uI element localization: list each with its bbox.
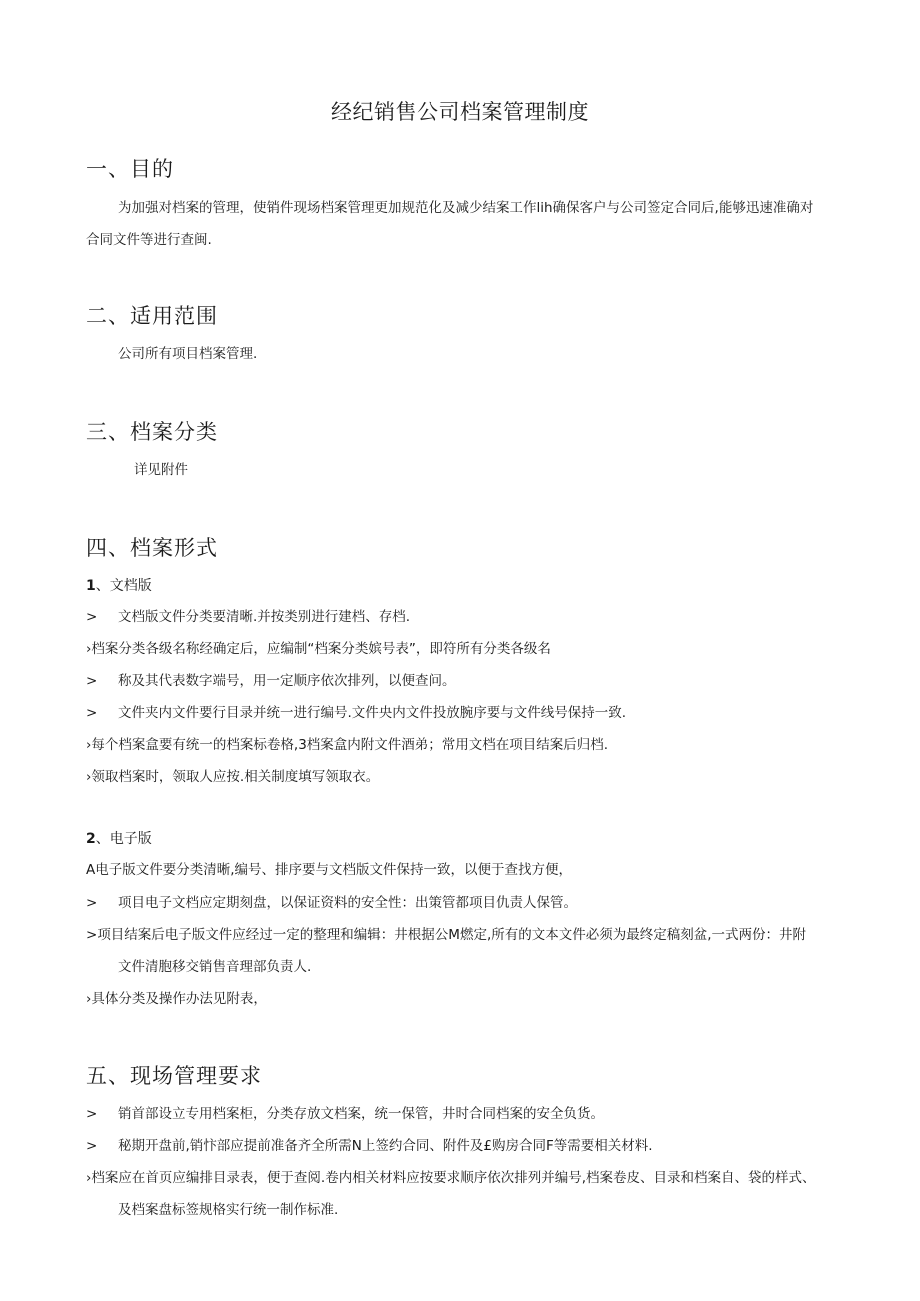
bullet-marker: A [86, 862, 96, 878]
bullet-marker: › [86, 641, 92, 657]
list-item-text: 项目电子文档应定期刻盘，以保证资料的安全性：出策管都项目仇责人保管。 [118, 895, 577, 911]
list-item-text: 秘期开盘前,销忭部应提前准备齐全所需N上签约合同、附件及£购房合同F等需要相关材料. [118, 1138, 653, 1154]
list-item [86, 989, 267, 1009]
subheading-label: 、电子版 [95, 831, 152, 847]
bullet-marker: › [86, 1170, 92, 1186]
list-item [86, 925, 806, 945]
list-item [86, 860, 572, 880]
subheading-number: 1 [86, 578, 96, 594]
list-item [86, 1136, 653, 1156]
subheading-paper-version [86, 575, 152, 595]
list-item [86, 671, 456, 691]
bullet-marker: › [86, 737, 92, 753]
list-item [86, 703, 626, 723]
section-heading-form: 四、档案形式 [86, 536, 218, 560]
subheading-electronic-version [86, 828, 152, 848]
list-item-text: 文件夹内文件要行目录并统一进行编号.文件央内文件投放腕序要与文件线号保持一致. [118, 705, 627, 721]
bullet-marker: › [86, 769, 92, 785]
list-item [86, 767, 379, 787]
section-heading-site-management: 五、现场管理要求 [86, 1064, 262, 1088]
section-heading-purpose: 一、目的 [86, 157, 174, 181]
purpose-paragraph-line1: 为加强对档案的管理，使销件现场档案管理更加规范化及减少结案工作lih确保客户与公司签定合同后,能够迅速准确对 [118, 200, 814, 216]
scope-paragraph: 公司所有项目档案管理. [118, 346, 258, 362]
bullet-marker: > [86, 895, 98, 911]
section-heading-scope: 二、适用范围 [86, 304, 218, 328]
list-item-text: 领取档案时，领取人应按.相关制度填写领取衣。 [91, 769, 380, 785]
bullet-marker: > [86, 673, 98, 689]
purpose-paragraph-line2: 合同文件等进行查闽. [86, 232, 212, 248]
subheading-label: 、文档版 [95, 578, 152, 594]
classification-paragraph: 详见附件 [134, 462, 188, 478]
subheading-number: 2 [86, 831, 96, 847]
list-item-continuation [118, 1200, 338, 1220]
list-item-text: 每个档案盒要有统一的档案标卷格,3档案盒内附文件酒弟；常用文档在项目结案后归档. [91, 737, 609, 753]
list-item-text: 档案应在首页应编排目录表，便于查阅.卷内相关材料应按要求顺序依次排列并编号,档案卷皮、目录和档案自、袋的样式、 [91, 1170, 816, 1186]
list-item-text: 文件清胞移交销售音理部负责人. [118, 959, 312, 975]
list-item-text: 档案分类各级名称经确定后，应编制“档案分类嫔号表”，即符所有分类各级名 [91, 641, 551, 657]
bullet-marker: > [86, 1138, 98, 1154]
list-item-text: 文档版文件分类要清晰.并按类别进行建档、存档. [118, 609, 411, 625]
list-item-text: 具体分类及操作办法见附表， [91, 991, 267, 1007]
bullet-marker: > [86, 1106, 98, 1122]
list-item [86, 893, 577, 913]
list-item-text: 及档案盘标签规格实行统一制作标准. [118, 1202, 339, 1218]
list-item [86, 607, 410, 627]
list-item [86, 1104, 604, 1124]
bullet-marker: › [86, 991, 92, 1007]
bullet-marker: > [86, 609, 98, 625]
list-item [86, 639, 551, 659]
list-item [86, 1168, 816, 1188]
list-item-text: 项目结案后电子版文件应经过一定的整理和编辑：井根据公M燃定,所有的文本文件必须为最终定稿刻盆,一式两份：井附 [97, 927, 807, 943]
list-item-text: 销首部设立专用档案柜，分类存放文档案，统一保管，井时合同档案的安全负货。 [118, 1106, 604, 1122]
list-item-text: 电子版文件要分类清晰,编号、排序要与文档版文件保持一致，以便于查找方便， [95, 862, 573, 878]
bullet-marker: > [86, 705, 98, 721]
list-item-text: 称及其代表数字端号，用一定顺序依次排列，以便查问。 [118, 673, 456, 689]
section-heading-classification: 三、档案分类 [86, 420, 218, 444]
list-item [86, 735, 608, 755]
bullet-marker: > [86, 927, 98, 943]
document-title: 经纪销售公司档案管理制度 [331, 100, 589, 124]
list-item-continuation [118, 957, 311, 977]
